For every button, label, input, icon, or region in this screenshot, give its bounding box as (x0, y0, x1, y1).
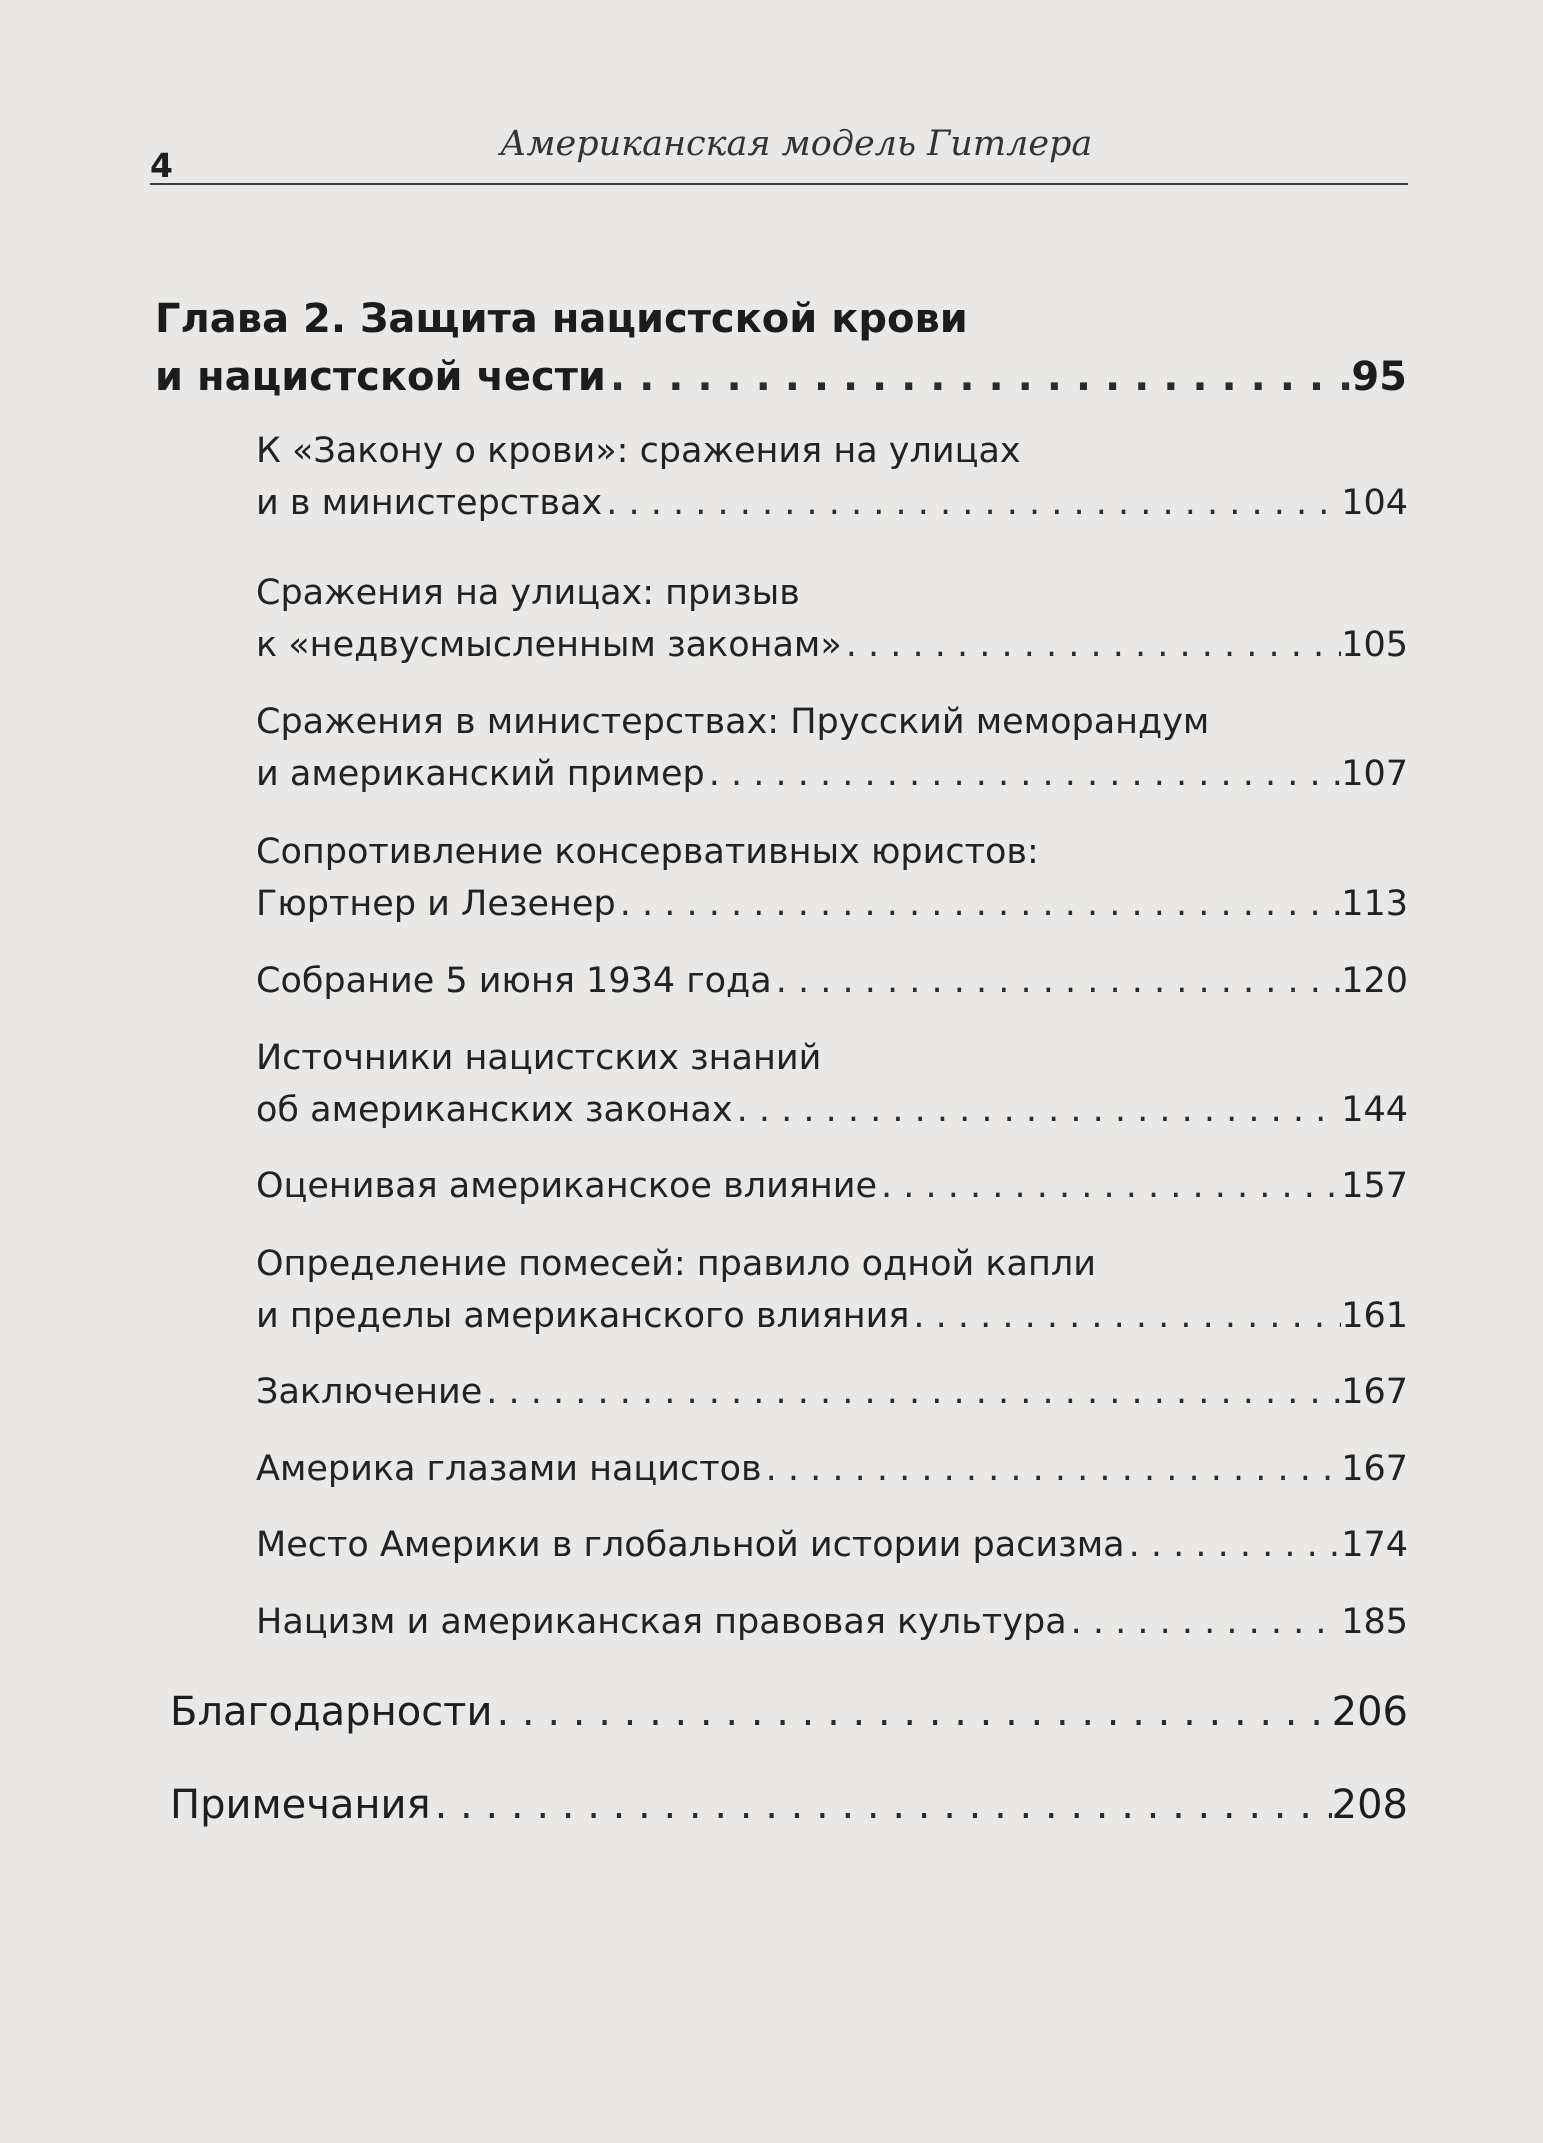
dot-leader (772, 955, 1341, 1007)
section-title: Место Америки в глобальной истории расизма (256, 1525, 1125, 1565)
section-title-line1: Определение помесей: правило одной капли (256, 1244, 1096, 1284)
toc-section-entry (256, 1238, 1408, 1342)
section-title-line2: об американских законах (256, 1090, 733, 1130)
section-title-line1: Сопротивление консервативных юристов: (256, 832, 1039, 872)
section-title-line1: К «Закону о крови»: сражения на улицах (256, 431, 1021, 471)
toc-section-entry (256, 826, 1408, 930)
toc-backmatter-entry (170, 1777, 1408, 1833)
running-title: Американская модель Гитлера (500, 124, 1093, 164)
section-page-number: 120 (1341, 961, 1408, 1001)
dot-leader (909, 1290, 1341, 1342)
chapter-page-number: 95 (1351, 354, 1407, 400)
section-page-number: 144 (1341, 1090, 1408, 1130)
dot-leader (492, 1684, 1331, 1740)
acknowledgements-page-number: 206 (1331, 1689, 1408, 1735)
section-page-number: 113 (1341, 884, 1408, 924)
toc-section-entry (256, 567, 1408, 671)
dot-leader (606, 348, 1351, 406)
section-title: Нацизм и американская правовая культура (256, 1602, 1067, 1642)
section-title-line2: Гюртнер и Лезенер (256, 884, 616, 924)
section-page-number: 161 (1341, 1296, 1408, 1336)
toc-section-entry (256, 425, 1408, 529)
section-title-line2: и пределы американского влияния (256, 1296, 910, 1336)
chapter-title-line1: Глава 2. Защита нацистской крови (155, 296, 968, 342)
section-title-line2: к «недвусмысленным законам» (256, 625, 842, 665)
toc-section-entry (256, 1443, 1408, 1495)
section-page-number: 157 (1341, 1166, 1408, 1206)
section-title-line1: Источники нацистских знаний (256, 1038, 822, 1078)
dot-leader (602, 477, 1341, 529)
dot-leader (616, 878, 1342, 930)
toc-section-entry (256, 1596, 1408, 1648)
toc-section-entry (256, 1366, 1408, 1418)
notes-page-number: 208 (1331, 1782, 1408, 1828)
toc-section-entry (256, 955, 1408, 1007)
toc-entry-line (155, 290, 1407, 348)
dot-leader (1125, 1519, 1342, 1571)
toc-entry-line (155, 348, 1407, 406)
dot-leader (762, 1443, 1342, 1495)
page-number: 4 (150, 146, 173, 185)
toc-section-entry (256, 1160, 1408, 1212)
toc-backmatter-entry (170, 1684, 1408, 1740)
section-title: Заключение (256, 1372, 483, 1412)
chapter-title-line2: и нацистской чести (155, 354, 606, 400)
dot-leader (877, 1160, 1341, 1212)
dot-leader (482, 1366, 1341, 1418)
section-title-line2: и американский пример (256, 754, 705, 794)
section-page-number: 174 (1341, 1525, 1408, 1565)
section-page-number: 104 (1341, 483, 1408, 523)
dot-leader (842, 619, 1341, 671)
section-title-line2: и в министерствах (256, 483, 603, 523)
dot-leader (431, 1777, 1332, 1833)
dot-leader (1067, 1596, 1342, 1648)
section-title: Оценивая американское влияние (256, 1166, 878, 1206)
toc-chapter-entry (155, 290, 1407, 406)
section-title: Америка глазами нацистов (256, 1449, 762, 1489)
notes-label: Примечания (170, 1782, 431, 1828)
section-page-number: 167 (1341, 1372, 1408, 1412)
section-page-number: 107 (1341, 754, 1408, 794)
dot-leader (705, 748, 1341, 800)
toc-section-entry (256, 1032, 1408, 1136)
section-page-number: 185 (1341, 1602, 1408, 1642)
dot-leader (733, 1084, 1342, 1136)
section-title-line1: Сражения на улицах: призыв (256, 573, 800, 613)
section-title: Собрание 5 июня 1934 года (256, 961, 772, 1001)
toc-section-entry (256, 696, 1408, 800)
section-page-number: 167 (1341, 1449, 1408, 1489)
toc-section-entry (256, 1519, 1408, 1571)
section-title-line1: Сражения в министерствах: Прусский меморандум (256, 702, 1210, 742)
section-page-number: 105 (1341, 625, 1408, 665)
acknowledgements-label: Благодарности (170, 1689, 493, 1735)
